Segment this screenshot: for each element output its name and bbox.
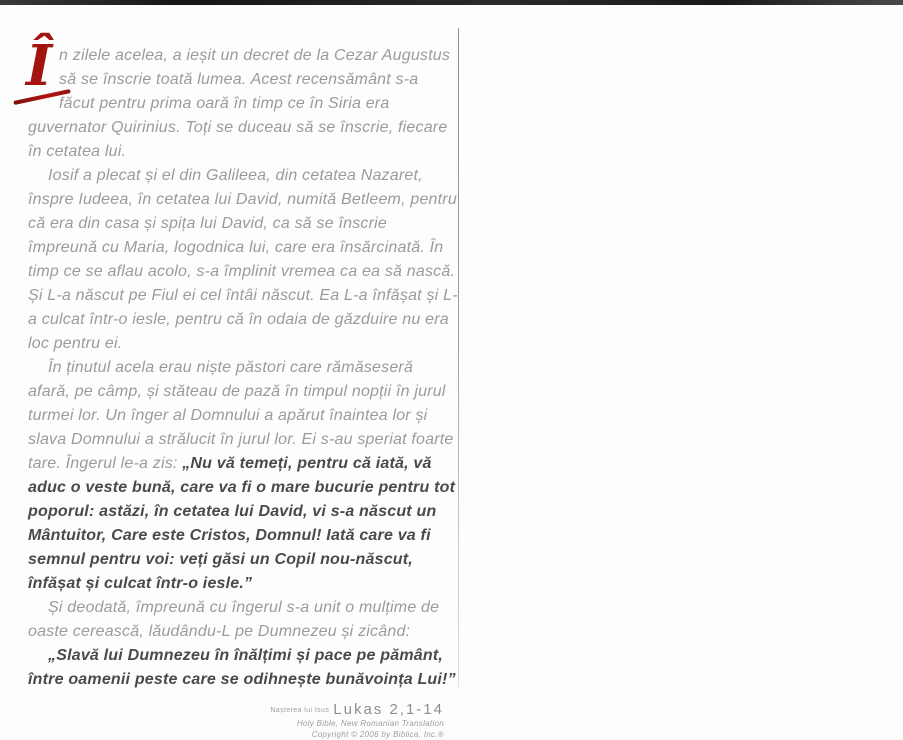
section-heading: Nașterea lui Isus [270,707,329,714]
paragraph-3 [28,356,458,596]
heavenly-host-quote: „Slavă lui Dumnezeu în înălțimi și pace pe pământ, între oamenii peste care se odihnește bunăvoința Lui!” [28,644,458,692]
translation-note: Holy Bible, New Romanian Translation [28,719,444,730]
scanner-top-edge [0,0,903,5]
copyright-note: Copyright © 2006 by Biblica, Inc.® [28,730,444,740]
bible-passage [28,44,458,740]
card-fold-line [458,28,459,687]
scripture-reference: Lukas 2,1-14 [333,701,444,718]
drop-cap-container [28,44,58,93]
angel-quote: „Nu vă temeți, pentru că iată, vă aduc o veste bună, care va fi o mare bucurie pentru tot poporul: astăzi, în cetatea lui David, vi s-a născut un Mântuitor, Care este Cristos, Domnul! Iată care va fi semnul pentru voi: veți găsi un Copil nou-născut, înfășat și culcat într-o iesle.” [28,455,455,592]
paragraph-3-narration: În ținutul acela erau niște păstori care rămăseseră afară, pe câmp, și stăteau de pază în timpul nopții în jurul turmei lor. Un înger al Domnului a apărut înaintea lor și slava Domnului a strălucit în jurul lor. Ei s-au speriat foarte tare. Îngerul le-a zis: [28,359,454,472]
reference-line [28,702,444,719]
drop-cap-initial: Î [26,36,52,96]
paragraph-4: Și deodată, împreună cu îngerul s-a unit o mulțime de oaste cerească, lăudându-L pe Dumnezeu și zicând: [28,596,458,644]
paragraph-1-text: n zilele acelea, a ieșit un decret de la Cezar Augustus să se înscrie toată lumea. Acest recensământ s-a făcut pentru prima oară în timp ce în Siria era guvernator Quirinius. Toți se duceau să se înscrie, fiecare în cetatea lui. [28,47,450,160]
reference-footer [28,702,458,740]
paragraph-1 [28,44,458,164]
paragraph-2: Iosif a plecat și el din Galileea, din cetatea Nazaret, înspre Iudeea, în cetatea lui David, numită Betleem, pentru că era din casa și spița lui David, ca să se înscrie împreună cu Maria, logodnica lui, care era însărcinată. În timp ce se aflau acolo, s-a împlinit vremea ca ea să nască. Și L-a născut pe Fiul ei cel întâi născut. Ea L-a înfășat și L-a culcat într-o iesle, pentru că în odaia de găzduire nu era loc pentru ei. [28,164,458,356]
